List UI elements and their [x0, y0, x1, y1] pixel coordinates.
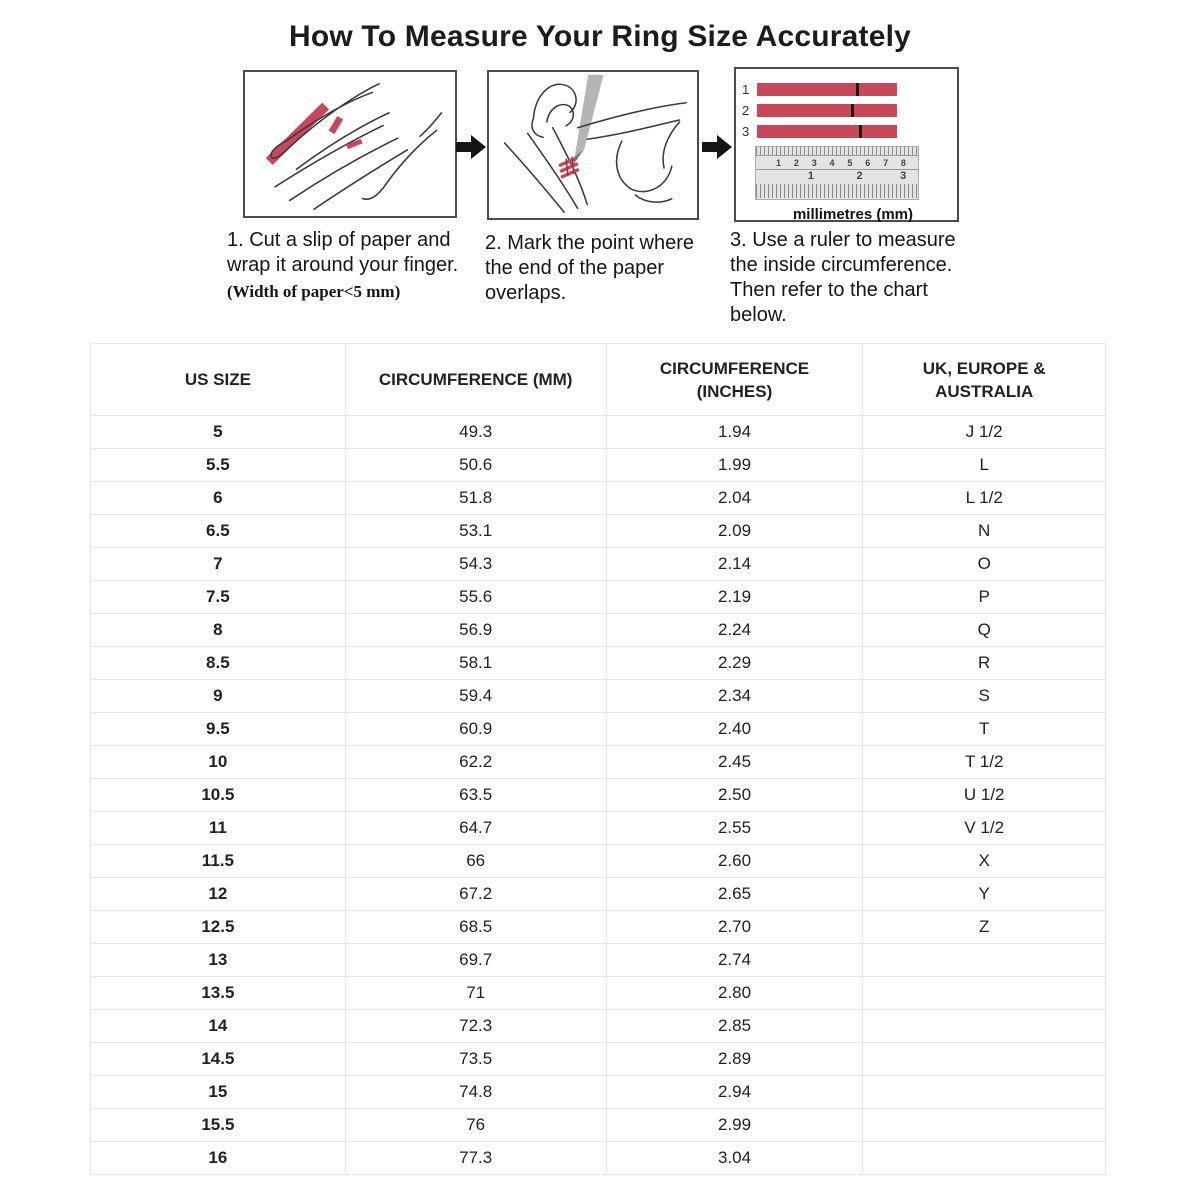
strip-number: 3: [742, 124, 750, 139]
table-cell: 8.5: [91, 647, 346, 680]
table-cell: 10.5: [91, 779, 346, 812]
table-cell: 15.5: [91, 1109, 346, 1142]
table-cell: T 1/2: [863, 746, 1106, 779]
table-row: [91, 482, 1106, 515]
step2-caption: [485, 231, 707, 306]
table-cell: L: [863, 449, 1106, 482]
size-table: [90, 343, 1106, 1175]
table-cell: 72.3: [345, 1010, 606, 1043]
hand-with-paper-strip-drawing: [245, 72, 455, 216]
table-cell: [863, 1010, 1106, 1043]
table-cell: 68.5: [345, 911, 606, 944]
table-row: [91, 515, 1106, 548]
table-header-row: [91, 344, 1106, 416]
step1-illustration: [243, 70, 457, 218]
ruler-graphic: [755, 146, 919, 200]
table-cell: 14.5: [91, 1043, 346, 1076]
table-cell: 2.19: [606, 581, 863, 614]
table-cell: R: [863, 647, 1106, 680]
table-cell: 2.09: [606, 515, 863, 548]
table-row: [91, 581, 1106, 614]
table-cell: L 1/2: [863, 482, 1106, 515]
strip-number: 2: [742, 103, 750, 118]
table-row: [91, 1043, 1106, 1076]
ruler-unit-label: millimetres (mm): [792, 206, 914, 223]
table-cell: 2.74: [606, 944, 863, 977]
table-cell: Y: [863, 878, 1106, 911]
table-cell: 69.7: [345, 944, 606, 977]
table-cell: 6.5: [91, 515, 346, 548]
table-cell: 60.9: [345, 713, 606, 746]
table-cell: 11: [91, 812, 346, 845]
table-cell: 74.8: [345, 1076, 606, 1109]
table-cell: 63.5: [345, 779, 606, 812]
table-cell: 8: [91, 614, 346, 647]
table-cell: 2.50: [606, 779, 863, 812]
table-cell: 16: [91, 1142, 346, 1175]
paper-strips: [742, 83, 957, 138]
paper-strip: [757, 125, 897, 138]
paper-strip-row: [742, 104, 957, 117]
marking-paper-drawing: [489, 72, 697, 218]
paper-strip: [757, 104, 897, 117]
table-row: [91, 1109, 1106, 1142]
pencil-body: [575, 75, 604, 157]
table-cell: 49.3: [345, 416, 606, 449]
table-cell: [863, 977, 1106, 1010]
page-title: How To Measure Your Ring Size Accurately: [288, 20, 912, 53]
table-cell: [863, 1142, 1106, 1175]
right-arrow-icon: [702, 135, 732, 159]
step3-illustration: [734, 67, 959, 222]
table-cell: 1.94: [606, 416, 863, 449]
table-cell: 59.4: [345, 680, 606, 713]
table-cell: T: [863, 713, 1106, 746]
table-cell: 76: [345, 1109, 606, 1142]
table-cell: 3.04: [606, 1142, 863, 1175]
table-cell: 13: [91, 944, 346, 977]
table-cell: 12: [91, 878, 346, 911]
table-cell: 58.1: [345, 647, 606, 680]
step2-illustration: [487, 70, 699, 220]
paper-strip-row: [742, 83, 957, 96]
table-row: [91, 812, 1106, 845]
step1-caption: [227, 228, 477, 304]
table-row: [91, 614, 1106, 647]
table-row: [91, 845, 1106, 878]
table-cell: 9: [91, 680, 346, 713]
step1-caption-text: 1. Cut a slip of paper and wrap it around your finger.: [227, 229, 459, 276]
pencil-mark: [856, 83, 859, 96]
table-cell: [863, 1076, 1106, 1109]
table-cell: 2.99: [606, 1109, 863, 1142]
table-cell: 2.80: [606, 977, 863, 1010]
table-cell: 11.5: [91, 845, 346, 878]
ring-size-chart: [90, 343, 1106, 1175]
table-cell: 7.5: [91, 581, 346, 614]
table-cell: 2.40: [606, 713, 863, 746]
table-cell: 54.3: [345, 548, 606, 581]
table-cell: 64.7: [345, 812, 606, 845]
step3-caption-text: 3. Use a ruler to measure the inside circumference. Then refer to the chart below.: [730, 229, 956, 326]
table-cell: 2.55: [606, 812, 863, 845]
table-row: [91, 911, 1106, 944]
table-cell: 6: [91, 482, 346, 515]
table-cell: 2.65: [606, 878, 863, 911]
table-cell: 2.24: [606, 614, 863, 647]
table-cell: 67.2: [345, 878, 606, 911]
paper-end-mark: [347, 141, 362, 147]
table-cell: 77.3: [345, 1142, 606, 1175]
table-row: [91, 779, 1106, 812]
table-cell: 62.2: [345, 746, 606, 779]
table-row: [91, 680, 1106, 713]
table-row: [91, 449, 1106, 482]
table-cell: 15: [91, 1076, 346, 1109]
table-cell: 1.99: [606, 449, 863, 482]
table-row: [91, 416, 1106, 449]
table-row: [91, 944, 1106, 977]
table-cell: [863, 944, 1106, 977]
table-cell: 5.5: [91, 449, 346, 482]
ruler-ticks: [756, 147, 918, 156]
table-cell: 5: [91, 416, 346, 449]
table-cell: 50.6: [345, 449, 606, 482]
table-cell: 12.5: [91, 911, 346, 944]
table-cell: [863, 1109, 1106, 1142]
table-row: [91, 548, 1106, 581]
table-cell: 51.8: [345, 482, 606, 515]
table-cell: 2.34: [606, 680, 863, 713]
table-cell: 2.70: [606, 911, 863, 944]
table-cell: U 1/2: [863, 779, 1106, 812]
table-cell: 7: [91, 548, 346, 581]
pencil-mark: [859, 125, 862, 138]
table-row: [91, 1010, 1106, 1043]
table-cell: 73.5: [345, 1043, 606, 1076]
table-cell: 2.89: [606, 1043, 863, 1076]
pencil-mark: [851, 104, 854, 117]
table-cell: 10: [91, 746, 346, 779]
paper-strip-row: [742, 125, 957, 138]
table-cell: 2.85: [606, 1010, 863, 1043]
right-arrow-icon: [456, 135, 486, 159]
step3-caption: [730, 228, 970, 328]
column-header: US SIZE: [91, 344, 346, 416]
table-cell: 71: [345, 977, 606, 1010]
table-row: [91, 1142, 1106, 1175]
column-header: UK, EUROPE & AUSTRALIA: [863, 344, 1106, 416]
step2-caption-text: 2. Mark the point where the end of the paper overlaps.: [485, 232, 694, 304]
table-cell: 13.5: [91, 977, 346, 1010]
table-cell: [863, 1043, 1106, 1076]
table-cell: Q: [863, 614, 1106, 647]
table-row: [91, 1076, 1106, 1109]
table-cell: 2.60: [606, 845, 863, 878]
step1-note: (Width of paper<5 mm): [227, 282, 401, 301]
table-cell: 9.5: [91, 713, 346, 746]
size-table-body: [91, 416, 1106, 1175]
table-cell: 2.04: [606, 482, 863, 515]
table-cell: 55.6: [345, 581, 606, 614]
table-cell: N: [863, 515, 1106, 548]
table-cell: 56.9: [345, 614, 606, 647]
ruler-cm-numbers: 1 2 3 4 5 6 7 8: [776, 157, 906, 168]
table-cell: X: [863, 845, 1106, 878]
table-cell: S: [863, 680, 1106, 713]
table-cell: 2.45: [606, 746, 863, 779]
table-cell: 2.94: [606, 1076, 863, 1109]
table-row: [91, 647, 1106, 680]
table-cell: 14: [91, 1010, 346, 1043]
table-cell: O: [863, 548, 1106, 581]
table-row: [91, 746, 1106, 779]
column-header: CIRCUMFERENCE (MM): [345, 344, 606, 416]
table-cell: P: [863, 581, 1106, 614]
table-cell: 2.29: [606, 647, 863, 680]
table-cell: 66: [345, 845, 606, 878]
table-row: [91, 977, 1106, 1010]
table-row: [91, 713, 1106, 746]
table-cell: J 1/2: [863, 416, 1106, 449]
ring-band-mark: [332, 118, 341, 133]
paper-strip: [757, 83, 897, 96]
table-row: [91, 878, 1106, 911]
strip-number: 1: [742, 82, 750, 97]
ruler-inch-numbers: 1 2 3: [807, 170, 907, 182]
table-cell: 2.14: [606, 548, 863, 581]
table-cell: Z: [863, 911, 1106, 944]
ruler-ticks: [756, 184, 918, 198]
column-header: CIRCUMFERENCE (INCHES): [606, 344, 863, 416]
table-cell: V 1/2: [863, 812, 1106, 845]
table-cell: 53.1: [345, 515, 606, 548]
